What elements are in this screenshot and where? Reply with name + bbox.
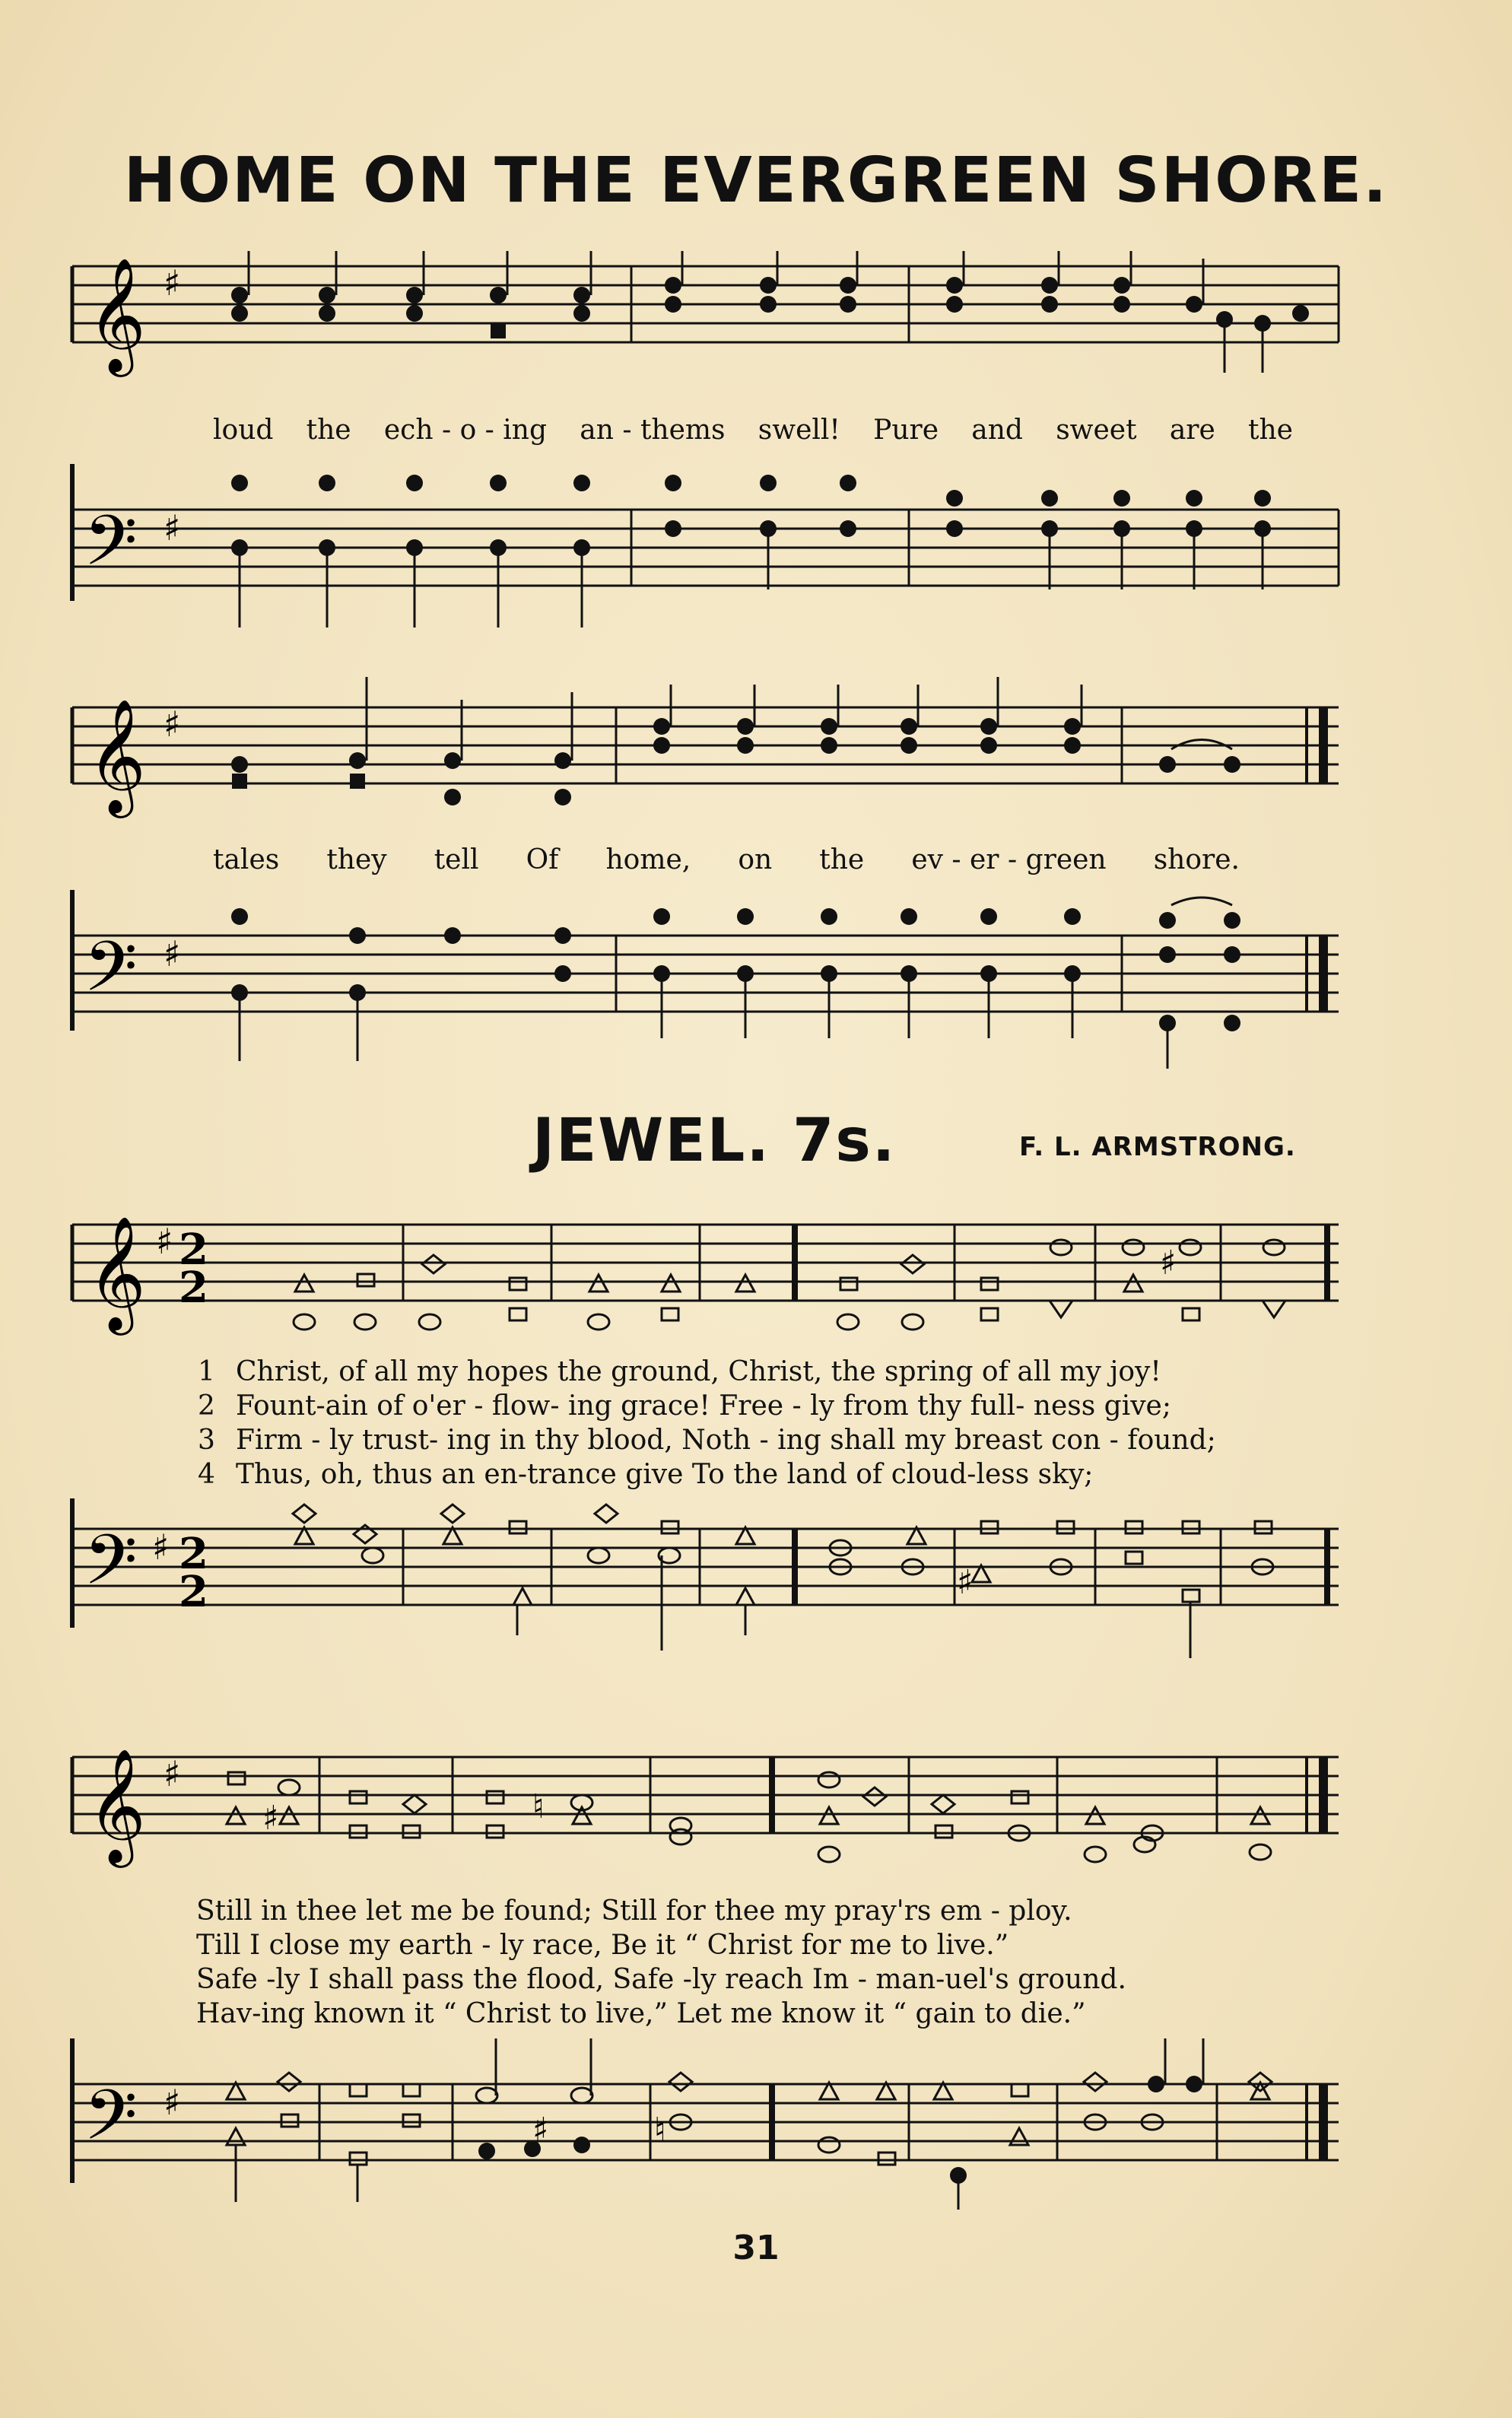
lyric: home, bbox=[605, 844, 691, 875]
verse-line bbox=[198, 1356, 1339, 1387]
verse-text: Safe -ly I shall pass the flood, Safe -ly reach Im - man-uel's ground. bbox=[196, 1964, 1126, 1995]
svg-text:♯: ♯ bbox=[164, 933, 181, 974]
lyric: on bbox=[738, 844, 773, 875]
lyric: the bbox=[306, 415, 351, 446]
svg-text:𝄞: 𝄞 bbox=[87, 697, 146, 813]
svg-text:𝄢: 𝄢 bbox=[84, 500, 138, 598]
svg-text:𝄢: 𝄢 bbox=[84, 926, 138, 1024]
verse-line bbox=[196, 1998, 1337, 2029]
bass-staff-system-2 bbox=[0, 890, 1512, 1072]
page-number: 31 bbox=[732, 2229, 780, 2267]
verse-number: 4 bbox=[198, 1459, 215, 1490]
verse-line bbox=[196, 1895, 1337, 1927]
svg-text:♯: ♯ bbox=[156, 1221, 173, 1262]
svg-text:♯: ♯ bbox=[164, 704, 181, 745]
bass-staff-system-4 bbox=[0, 2038, 1512, 2213]
svg-text:♯: ♯ bbox=[164, 1753, 181, 1794]
lyrics-system-2 bbox=[213, 844, 1240, 875]
bass-staff-system-3 bbox=[0, 1498, 1512, 1673]
svg-text:♯: ♯ bbox=[164, 2082, 181, 2123]
svg-text:2: 2 bbox=[179, 1225, 208, 1275]
svg-text:𝄞: 𝄞 bbox=[87, 256, 146, 372]
svg-text:♯: ♯ bbox=[532, 2111, 549, 2150]
svg-text:𝄢: 𝄢 bbox=[84, 1520, 138, 1617]
hymn-title: JEWEL. 7s. bbox=[532, 1107, 897, 1175]
lyrics-system-1 bbox=[213, 415, 1293, 446]
verse-number: 3 bbox=[198, 1425, 215, 1456]
lyric: tales bbox=[213, 844, 280, 875]
verse-line bbox=[196, 1964, 1337, 1995]
lyric: the bbox=[819, 844, 865, 875]
svg-text:♯: ♯ bbox=[957, 1563, 974, 1602]
verse-text: Still in thee let me be found; Still for thee my pray'rs em - ploy. bbox=[196, 1895, 1072, 1927]
composer-credit: F. L. ARMSTRONG. bbox=[1019, 1132, 1296, 1162]
svg-text:♯: ♯ bbox=[152, 1527, 170, 1568]
svg-text:♮: ♮ bbox=[654, 2111, 666, 2150]
lyric: loud bbox=[213, 415, 274, 446]
svg-text:𝄢: 𝄢 bbox=[84, 2075, 138, 2172]
lyric: are bbox=[1169, 415, 1215, 446]
bass-staff-system-1 bbox=[0, 464, 1512, 639]
verse-number: 2 bbox=[198, 1390, 215, 1422]
svg-text:2: 2 bbox=[179, 1263, 208, 1313]
svg-text:𝄞: 𝄞 bbox=[87, 1747, 146, 1863]
svg-text:♯: ♯ bbox=[1160, 1244, 1177, 1282]
lyric: Of bbox=[526, 844, 559, 875]
svg-text:2: 2 bbox=[179, 1567, 208, 1617]
svg-text:♮: ♮ bbox=[532, 1787, 545, 1826]
hymn-title: HOME ON THE EVERGREEN SHORE. bbox=[123, 145, 1389, 217]
verse-text: Thus, oh, thus an en-trance give To the land of cloud-less sky; bbox=[236, 1459, 1094, 1490]
treble-staff-system-3 bbox=[0, 1194, 1512, 1346]
lyric: Pure bbox=[873, 415, 939, 446]
lyric: tell bbox=[434, 844, 479, 875]
lyric: they bbox=[326, 844, 387, 875]
lyric: ev - er - green bbox=[911, 844, 1107, 875]
verse-text: Hav-ing known it “ Christ to live,” Let me know it “ gain to die.” bbox=[196, 1998, 1086, 2029]
lyric: and bbox=[971, 415, 1023, 446]
verse-line bbox=[198, 1390, 1339, 1422]
verse-line bbox=[198, 1459, 1339, 1490]
verse-line bbox=[198, 1425, 1339, 1456]
verse-text: Till I close my earth - ly race, Be it “ Christ for me to live.” bbox=[196, 1930, 1009, 1961]
lyric: sweet bbox=[1056, 415, 1137, 446]
verse-line bbox=[196, 1930, 1337, 1961]
treble-staff-system-1 bbox=[0, 251, 1512, 403]
treble-staff-system-2 bbox=[0, 677, 1512, 829]
lyric: ech - o - ing bbox=[383, 415, 548, 446]
lyric: the bbox=[1248, 415, 1293, 446]
lyric: shore. bbox=[1153, 844, 1240, 875]
lyric: an - thems bbox=[580, 415, 726, 446]
svg-text:𝄞: 𝄞 bbox=[87, 1215, 146, 1330]
verse-text: Fount-ain of o'er - flow- ing grace! Free - ly from thy full- ness give; bbox=[236, 1390, 1171, 1422]
lyric: swell! bbox=[758, 415, 840, 446]
svg-text:2: 2 bbox=[179, 1529, 208, 1579]
svg-text:♯: ♯ bbox=[262, 1799, 279, 1838]
svg-text:♯: ♯ bbox=[164, 507, 181, 548]
verse-text: Christ, of all my hopes the ground, Christ, the spring of all my joy! bbox=[236, 1356, 1161, 1387]
verse-text: Firm - ly trust- ing in thy blood, Noth - ing shall my breast con - found; bbox=[236, 1425, 1216, 1456]
svg-text:♯: ♯ bbox=[164, 262, 181, 303]
treble-staff-system-4 bbox=[0, 1727, 1512, 1902]
verse-number: 1 bbox=[198, 1356, 215, 1387]
